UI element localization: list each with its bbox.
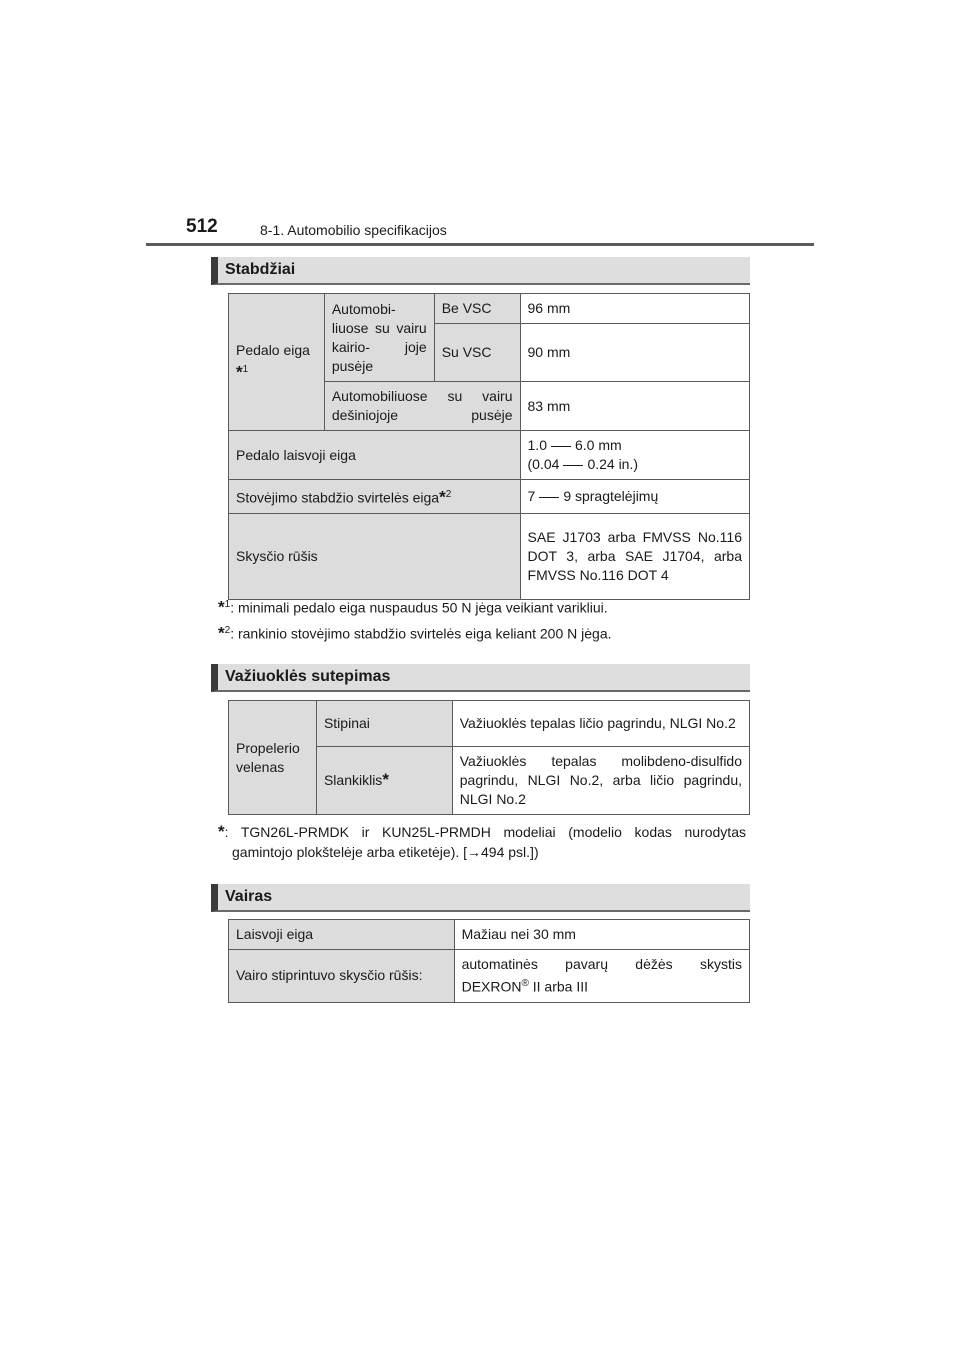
chassis-footnote: *: TGN26L-PRMDK ir KUN25L-PRMDH modeliai (modelio kodas nurodytas gamintojo plokštelėje arba etiketėje). [→494 psl.]) [218,822,746,860]
fluid-type-label: Skysčio rūšis [229,513,521,599]
power-steering-fluid-label: Vairo stiprintuvo skysčio rūšis: [229,950,455,1003]
brakes-table [228,293,750,600]
rhd-label: Automobiliuose su vairu dešiniojoje pusėje [324,382,520,431]
slider-label: Slankiklis* [316,747,452,815]
propeller-shaft-label: Propelerio velenas [229,701,317,815]
parking-brake-label: Stovėjimo stabdžio svirtelės eiga*$^2$ [229,480,521,514]
free-play-value: 1.0 6.0 mm (0.04 0.24 in.) [520,431,749,480]
brakes-footnote-2: *$^2$: rankinio stovėjimo stabdžio svirtelės eiga keliant 200 N jėga. [218,623,612,643]
spider-value: Važiuoklės tepalas ličio pagrindu, NLGI No.2 [452,701,749,747]
brakes-footnote-1: *$^1$: minimali pedalo eiga nuspaudus 50 N jėga veikiant varikliui. [218,597,608,617]
without-vsc-value: 96 mm [520,294,749,324]
spider-label: Stipinai [316,701,452,747]
section-heading-brakes: Stabdžiai [211,257,750,285]
slider-value: Važiuoklės tepalas molibdeno-disulfido pagrindu, NLGI No.2, arba ličio pagrindu, NLGI No.2 [452,747,749,815]
with-vsc-value: 90 mm [520,324,749,382]
free-play-label: Pedalo laisvoji eiga [229,431,521,480]
page-number: 512 [186,216,218,237]
section-heading-chassis: Važiuoklės sutepimas [211,664,750,692]
steering-table [228,919,750,1003]
pedal-travel-label: Pedalo eiga *$^1$ [229,294,325,431]
section-heading-steering: Vairas [211,884,750,912]
steering-free-play-value: Mažiau nei 30 mm [454,920,749,950]
without-vsc-label: Be VSC [434,294,520,324]
header-divider [146,243,814,246]
steering-free-play-label: Laisvoji eiga [229,920,455,950]
parking-brake-value: 7 9 spragtelėjimų [520,480,749,514]
chapter-title: 8-1. Automobilio specifikacijos [260,222,447,238]
chassis-table [228,700,750,815]
with-vsc-label: Su VSC [434,324,520,382]
rhd-value: 83 mm [520,382,749,431]
fluid-type-value: SAE J1703 arba FMVSS No.116 DOT 3, arba SAE J1704, arba FMVSS No.116 DOT 4 [520,513,749,599]
lhd-label: Automobi- liuose su vairu kairio- joje pusėje [324,294,434,382]
power-steering-fluid-value: automatinės pavarų dėžės skystis DEXRON® II arba III [454,950,749,1003]
